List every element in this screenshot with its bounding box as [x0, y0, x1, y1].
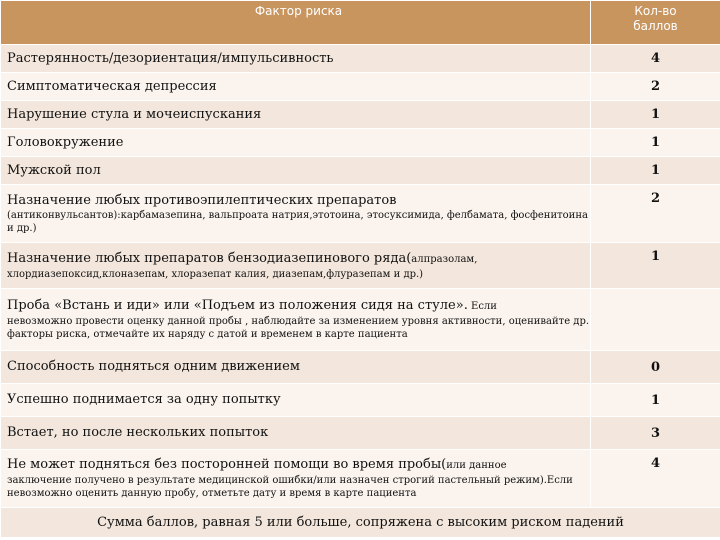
row-factor — [7, 298, 590, 315]
row-factor-cell — [1, 243, 591, 289]
row-factor — [7, 251, 590, 268]
row-value: 2 — [591, 73, 720, 101]
row-factor: Способность подняться одним движением — [1, 351, 591, 384]
row-factor-note: невозможно провести оценку данной пробы , наблюдайте за изменением уровня активности, оценивайте др. факторы риска, отмечайте их наряду с датой и временем в карте пациента — [7, 316, 590, 340]
row-factor: Встает, но после нескольких попыток — [1, 417, 591, 450]
row-factor-main-small: или данное — [446, 460, 507, 471]
row-value: 1 — [591, 101, 720, 129]
table-row — [1, 289, 720, 351]
risk-summary: Сумма баллов, равная 5 или больше, сопряжена с высоким риском падений — [1, 508, 720, 538]
row-factor: Успешно поднимается за одну попытку — [1, 384, 591, 417]
row-value: 0 — [591, 351, 720, 384]
row-factor: Растерянность/дезориентация/импульсивность — [1, 45, 591, 73]
row-value: 4 — [591, 45, 720, 73]
table-row — [1, 450, 720, 508]
header-factor: Фактор риска — [1, 1, 591, 45]
row-factor-main: Назначение любых препаратов бензодиазепинового ряда( — [7, 250, 412, 266]
row-value — [591, 289, 720, 351]
row-value: 1 — [591, 243, 720, 289]
header-points — [591, 1, 720, 45]
table-row — [1, 73, 720, 101]
table-footer-row — [1, 508, 720, 538]
row-factor-cell — [1, 289, 591, 351]
table-row — [1, 417, 720, 450]
row-factor-main: Не может подняться без посторонней помощи во время пробы( — [7, 457, 447, 472]
table-row — [1, 351, 720, 384]
row-value: 3 — [591, 417, 720, 450]
row-factor-cell — [1, 185, 591, 243]
row-factor-main-small: алпразолам, — [411, 253, 478, 265]
table-row — [1, 101, 720, 129]
row-value: 1 — [591, 384, 720, 417]
table-row — [1, 185, 720, 243]
row-factor-main: Проба «Встань и иди» или «Подъем из положения сидя на стуле». — [7, 298, 468, 313]
table-row — [1, 243, 720, 289]
row-factor: Головокружение — [1, 129, 591, 157]
row-factor-note: заключение получено в результате медицинской ошибки/или назначен строгий пастельный режим).Если невозможно оценить данную пробу, отметьте дату и время в карте пациента — [7, 475, 573, 499]
header-points-label: Кол-во баллов — [633, 4, 678, 33]
table-row — [1, 129, 720, 157]
row-value: 2 — [591, 185, 720, 243]
row-value: 4 — [591, 450, 720, 508]
row-value: 1 — [591, 157, 720, 185]
row-factor — [7, 457, 590, 474]
row-factor: Мужской пол — [1, 157, 591, 185]
row-factor-note: хлордиазепоксид,клоназепам, хлоразепат калия, диазепам,флуразепам и др.) — [7, 268, 424, 280]
row-factor-note: (антиконвульсантов):карбамазепина, вальпроата натрия,этотоина, этосуксимида, фелбамата, фосфенитоина и др.) — [7, 209, 588, 234]
table-row — [1, 157, 720, 185]
row-factor: Назначение любых противоэпилептических препаратов — [7, 192, 397, 208]
table-row — [1, 45, 720, 73]
row-factor: Нарушение стула и мочеиспускания — [1, 101, 591, 129]
table-header-row — [1, 1, 720, 45]
row-factor: Симптоматическая депрессия — [1, 73, 591, 101]
row-factor-main-small: Если — [467, 301, 497, 312]
table-row — [1, 384, 720, 417]
row-value: 1 — [591, 129, 720, 157]
row-factor-cell — [1, 450, 591, 508]
